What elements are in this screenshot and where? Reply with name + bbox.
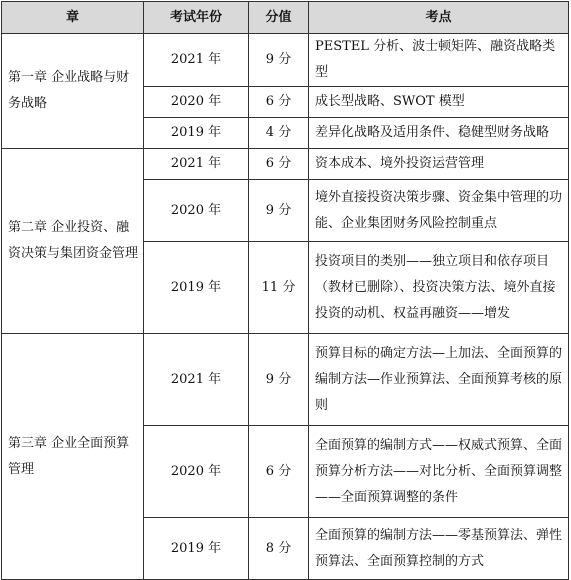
points-cell: 资本成本、境外投资运营管理 xyxy=(309,149,569,180)
score-cell: 6 分 xyxy=(249,87,309,118)
score-cell: 6 分 xyxy=(249,426,309,518)
year-cell: 2020 年 xyxy=(144,87,249,118)
year-cell: 2019 年 xyxy=(144,242,249,334)
chapter-cell: 第三章 企业全面预算管理 xyxy=(2,334,144,580)
score-cell: 6 分 xyxy=(249,149,309,180)
points-cell: 差异化战略及适用条件、稳健型财务战略 xyxy=(309,118,569,149)
exam-points-table xyxy=(1,1,569,580)
header-chapter: 章 xyxy=(2,2,144,34)
points-cell: 投资项目的类别——独立项目和依存项目（教材已删除）、投资决策方法、境外直接投资的动机、权益再融资——增发 xyxy=(309,242,569,334)
points-cell: 全面预算的编制方法——零基预算法、弹性预算法、全面预算控制的方式 xyxy=(309,518,569,580)
table-row xyxy=(2,34,569,87)
score-cell: 9 分 xyxy=(249,334,309,426)
score-cell: 9 分 xyxy=(249,34,309,87)
year-cell: 2020 年 xyxy=(144,180,249,242)
points-cell: 成长型战略、SWOT 模型 xyxy=(309,87,569,118)
table-row xyxy=(2,149,569,180)
year-cell: 2020 年 xyxy=(144,426,249,518)
header-year: 考试年份 xyxy=(144,2,249,34)
chapter-cell: 第一章 企业战略与财务战略 xyxy=(2,34,144,149)
points-cell: PESTEL 分析、波士顿矩阵、融资战略类型 xyxy=(309,34,569,87)
year-cell: 2021 年 xyxy=(144,34,249,87)
score-cell: 8 分 xyxy=(249,518,309,580)
year-cell: 2019 年 xyxy=(144,518,249,580)
points-cell: 预算目标的确定方法—上加法、全面预算的编制方法—作业预算法、全面预算考核的原则 xyxy=(309,334,569,426)
year-cell: 2019 年 xyxy=(144,118,249,149)
points-cell: 全面预算的编制方式——权威式预算、全面预算分析方法——对比分析、全面预算调整——全面预算调整的条件 xyxy=(309,426,569,518)
score-cell: 4 分 xyxy=(249,118,309,149)
header-score: 分值 xyxy=(249,2,309,34)
points-cell: 境外直接投资决策步骤、资金集中管理的功能、企业集团财务风险控制重点 xyxy=(309,180,569,242)
year-cell: 2021 年 xyxy=(144,149,249,180)
header-row xyxy=(2,2,569,34)
score-cell: 9 分 xyxy=(249,180,309,242)
score-cell: 11 分 xyxy=(249,242,309,334)
year-cell: 2021 年 xyxy=(144,334,249,426)
table-row xyxy=(2,334,569,426)
header-points: 考点 xyxy=(309,2,569,34)
chapter-cell: 第二章 企业投资、融资决策与集团资金管理 xyxy=(2,149,144,334)
